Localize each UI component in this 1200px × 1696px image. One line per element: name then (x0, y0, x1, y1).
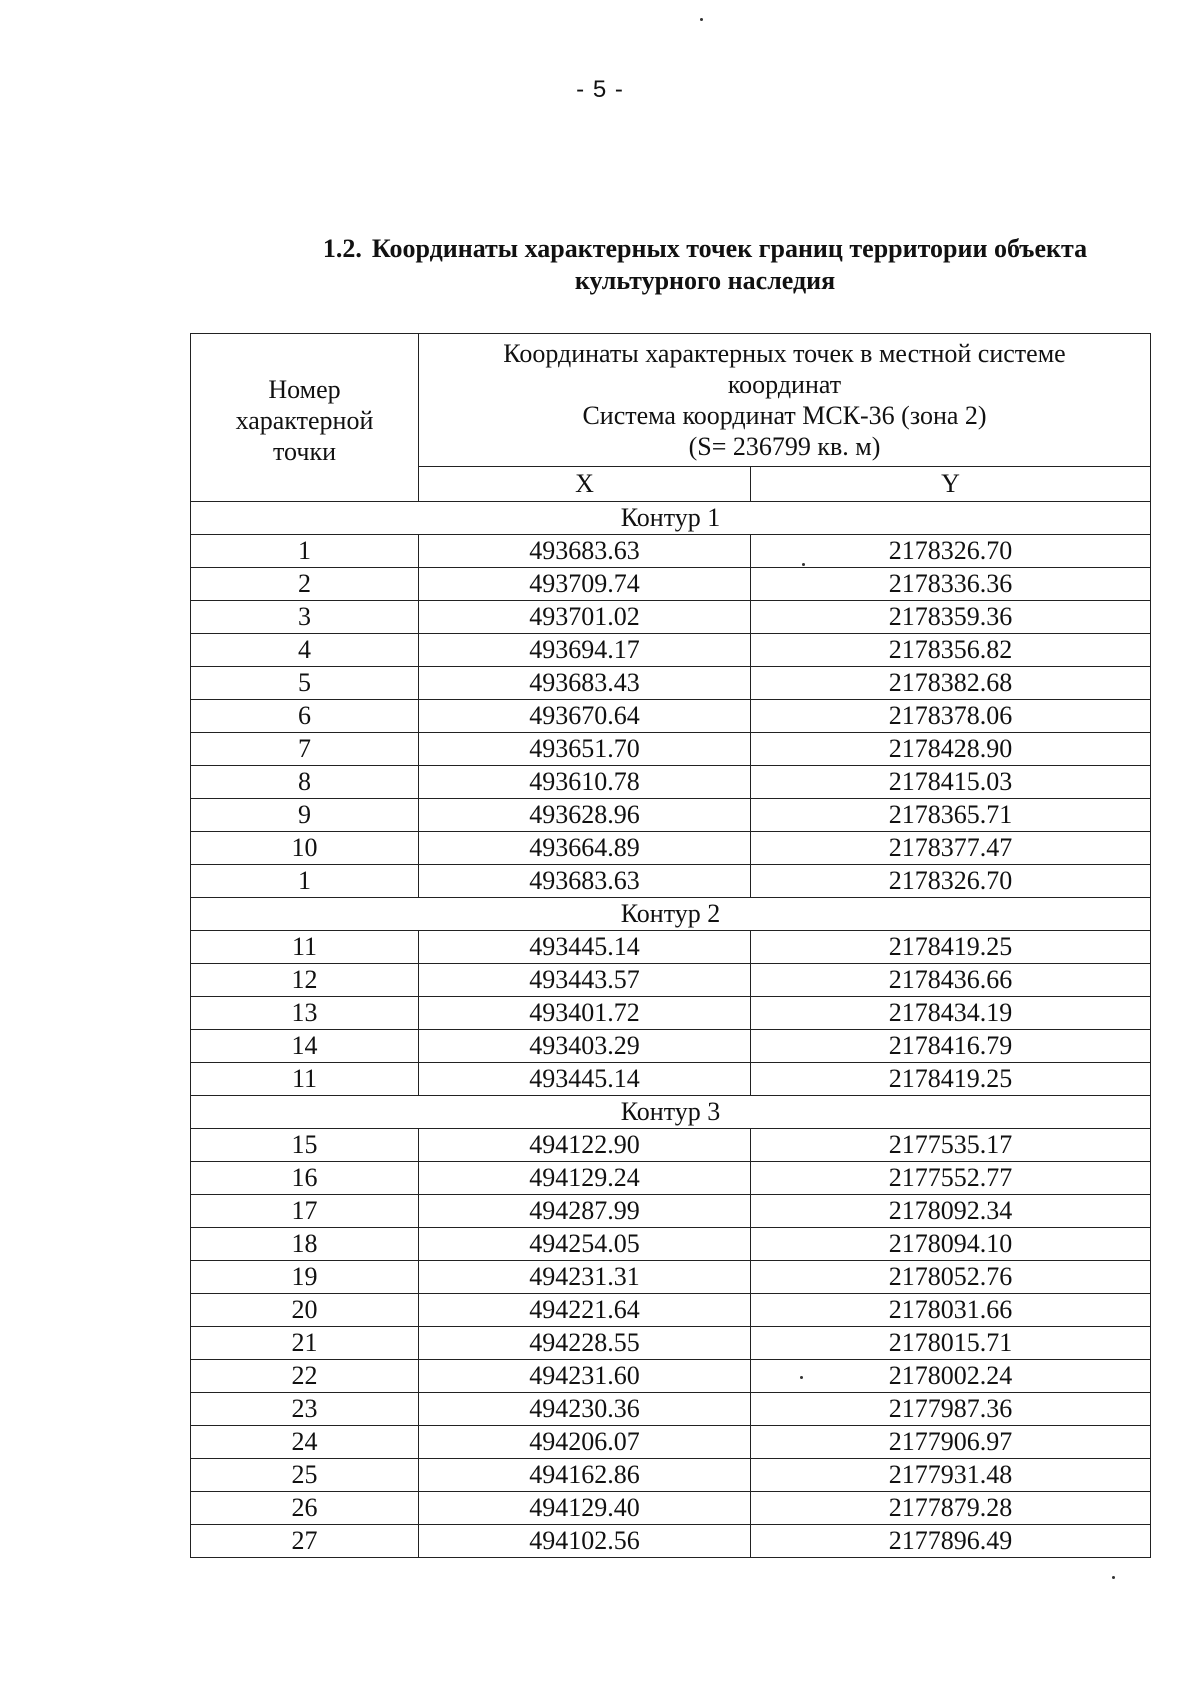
x-coordinate-cell: 494102.56 (419, 1525, 751, 1558)
x-coordinate-cell: 493670.64 (419, 700, 751, 733)
x-coordinate-cell: 494206.07 (419, 1426, 751, 1459)
x-coordinate-cell: 493403.29 (419, 1030, 751, 1063)
point-number-cell: 21 (191, 1327, 419, 1360)
point-number-cell: 11 (191, 931, 419, 964)
coordinates-header (419, 334, 1151, 467)
x-coordinate-cell: 494228.55 (419, 1327, 751, 1360)
x-coordinate-cell: 494129.24 (419, 1162, 751, 1195)
point-number-cell: 25 (191, 1459, 419, 1492)
table-row (191, 1393, 1151, 1426)
point-number-cell: 15 (191, 1129, 419, 1162)
point-number-cell: 7 (191, 733, 419, 766)
point-number-cell: 11 (191, 1063, 419, 1096)
x-coordinate-cell: 494230.36 (419, 1393, 751, 1426)
coordinates-table (190, 333, 1151, 1558)
point-number-cell: 18 (191, 1228, 419, 1261)
point-number-cell: 5 (191, 667, 419, 700)
page-number: - 5 - (576, 76, 624, 103)
point-number-cell: 4 (191, 634, 419, 667)
point-number-cell: 27 (191, 1525, 419, 1558)
x-column-header: X (419, 467, 751, 502)
table-row (191, 1261, 1151, 1294)
table-row (191, 997, 1151, 1030)
contour-header-row (191, 898, 1151, 931)
table-row (191, 1360, 1151, 1393)
point-number-cell: 16 (191, 1162, 419, 1195)
table-row (191, 1426, 1151, 1459)
y-coordinate-cell: 2178416.79 (751, 1030, 1151, 1063)
y-coordinate-cell: 2178419.25 (751, 1063, 1151, 1096)
point-number-cell: 12 (191, 964, 419, 997)
table-row (191, 667, 1151, 700)
y-coordinate-cell: 2178378.06 (751, 700, 1151, 733)
x-coordinate-cell: 494129.40 (419, 1492, 751, 1525)
point-header-line: характерной (235, 406, 374, 435)
table-row (191, 1525, 1151, 1558)
point-header-line: точки (273, 437, 336, 466)
y-coordinate-cell: 2178415.03 (751, 766, 1151, 799)
table-row (191, 1228, 1151, 1261)
y-coordinate-cell: 2178356.82 (751, 634, 1151, 667)
point-number-cell: 14 (191, 1030, 419, 1063)
table-body (191, 502, 1151, 1558)
table-row (191, 1129, 1151, 1162)
x-coordinate-cell: 494122.90 (419, 1129, 751, 1162)
x-coordinate-cell: 494287.99 (419, 1195, 751, 1228)
point-header-line: Номер (268, 375, 341, 404)
x-coordinate-cell: 493401.72 (419, 997, 751, 1030)
y-coordinate-cell: 2178094.10 (751, 1228, 1151, 1261)
table-row (191, 931, 1151, 964)
scan-speck (800, 1376, 803, 1379)
point-number-cell: 23 (191, 1393, 419, 1426)
table-row (191, 1327, 1151, 1360)
table-row (191, 601, 1151, 634)
section-number: 1.2. (322, 234, 362, 263)
heading-line-1 (240, 233, 1170, 265)
y-coordinate-cell: 2178015.71 (751, 1327, 1151, 1360)
x-coordinate-cell: 494254.05 (419, 1228, 751, 1261)
y-coordinate-cell: 2178052.76 (751, 1261, 1151, 1294)
coords-header-line: Координаты характерных точек в местной системе (503, 339, 1066, 368)
point-number-cell: 6 (191, 700, 419, 733)
x-coordinate-cell: 494231.31 (419, 1261, 751, 1294)
table-row (191, 733, 1151, 766)
x-coordinate-cell: 493709.74 (419, 568, 751, 601)
contour-label: Контур 1 (191, 502, 1151, 535)
y-coordinate-cell: 2178002.24 (751, 1360, 1151, 1393)
y-coordinate-cell: 2178419.25 (751, 931, 1151, 964)
y-column-header: Y (751, 467, 1151, 502)
y-coordinate-cell: 2178092.34 (751, 1195, 1151, 1228)
y-coordinate-cell: 2178434.19 (751, 997, 1151, 1030)
table-row (191, 1162, 1151, 1195)
point-number-cell: 1 (191, 865, 419, 898)
y-coordinate-cell: 2178382.68 (751, 667, 1151, 700)
x-coordinate-cell: 493683.43 (419, 667, 751, 700)
y-coordinate-cell: 2178377.47 (751, 832, 1151, 865)
coords-header-line: Система координат МСК-36 (зона 2) (582, 401, 987, 430)
x-coordinate-cell: 493651.70 (419, 733, 751, 766)
point-number-cell: 1 (191, 535, 419, 568)
heading-line-2: культурного наследия (574, 266, 836, 295)
x-coordinate-cell: 493443.57 (419, 964, 751, 997)
scan-speck (802, 563, 805, 566)
x-coordinate-cell: 493445.14 (419, 1063, 751, 1096)
y-coordinate-cell: 2177896.49 (751, 1525, 1151, 1558)
table-row (191, 832, 1151, 865)
x-coordinate-cell: 493683.63 (419, 865, 751, 898)
section-heading (240, 233, 1170, 297)
table-row (191, 865, 1151, 898)
y-coordinate-cell: 2178359.36 (751, 601, 1151, 634)
y-coordinate-cell: 2177535.17 (751, 1129, 1151, 1162)
x-coordinate-cell: 493664.89 (419, 832, 751, 865)
table-row (191, 700, 1151, 733)
point-number-cell: 19 (191, 1261, 419, 1294)
x-coordinate-cell: 493694.17 (419, 634, 751, 667)
contour-label: Контур 3 (191, 1096, 1151, 1129)
y-coordinate-cell: 2178336.36 (751, 568, 1151, 601)
x-coordinate-cell: 494162.86 (419, 1459, 751, 1492)
y-coordinate-cell: 2178326.70 (751, 535, 1151, 568)
x-coordinate-cell: 493683.63 (419, 535, 751, 568)
y-coordinate-cell: 2177987.36 (751, 1393, 1151, 1426)
x-coordinate-cell: 493445.14 (419, 931, 751, 964)
heading-title-part-1: Координаты характерных точек границ территории объекта (371, 234, 1088, 263)
y-coordinate-cell: 2178031.66 (751, 1294, 1151, 1327)
table-row (191, 1063, 1151, 1096)
scan-speck (1112, 1576, 1115, 1579)
point-number-cell: 8 (191, 766, 419, 799)
x-coordinate-cell: 493610.78 (419, 766, 751, 799)
point-number-cell: 26 (191, 1492, 419, 1525)
coords-header-line: (S= 236799 кв. м) (688, 432, 881, 461)
table-row (191, 634, 1151, 667)
table-row (191, 1030, 1151, 1063)
contour-label: Контур 2 (191, 898, 1151, 931)
table-row (191, 535, 1151, 568)
point-number-header (191, 334, 419, 502)
y-coordinate-cell: 2177906.97 (751, 1426, 1151, 1459)
y-coordinate-cell: 2177879.28 (751, 1492, 1151, 1525)
y-coordinate-cell: 2178326.70 (751, 865, 1151, 898)
coords-header-line: координат (727, 370, 842, 399)
table-row (191, 1195, 1151, 1228)
point-number-cell: 24 (191, 1426, 419, 1459)
scan-speck (700, 18, 703, 21)
y-coordinate-cell: 2177552.77 (751, 1162, 1151, 1195)
point-number-cell: 17 (191, 1195, 419, 1228)
contour-header-row (191, 502, 1151, 535)
table-row (191, 1492, 1151, 1525)
point-number-cell: 20 (191, 1294, 419, 1327)
table-row (191, 1459, 1151, 1492)
point-number-cell: 22 (191, 1360, 419, 1393)
y-coordinate-cell: 2177931.48 (751, 1459, 1151, 1492)
point-number-cell: 9 (191, 799, 419, 832)
y-coordinate-cell: 2178436.66 (751, 964, 1151, 997)
table-row (191, 799, 1151, 832)
x-coordinate-cell: 494221.64 (419, 1294, 751, 1327)
table-header (191, 334, 1151, 502)
x-coordinate-cell: 493701.02 (419, 601, 751, 634)
contour-header-row (191, 1096, 1151, 1129)
y-coordinate-cell: 2178365.71 (751, 799, 1151, 832)
x-coordinate-cell: 493628.96 (419, 799, 751, 832)
point-number-cell: 10 (191, 832, 419, 865)
table-row (191, 1294, 1151, 1327)
point-number-cell: 3 (191, 601, 419, 634)
table-row (191, 964, 1151, 997)
y-coordinate-cell: 2178428.90 (751, 733, 1151, 766)
x-coordinate-cell: 494231.60 (419, 1360, 751, 1393)
table-row (191, 568, 1151, 601)
table-row (191, 766, 1151, 799)
point-number-cell: 13 (191, 997, 419, 1030)
point-number-cell: 2 (191, 568, 419, 601)
